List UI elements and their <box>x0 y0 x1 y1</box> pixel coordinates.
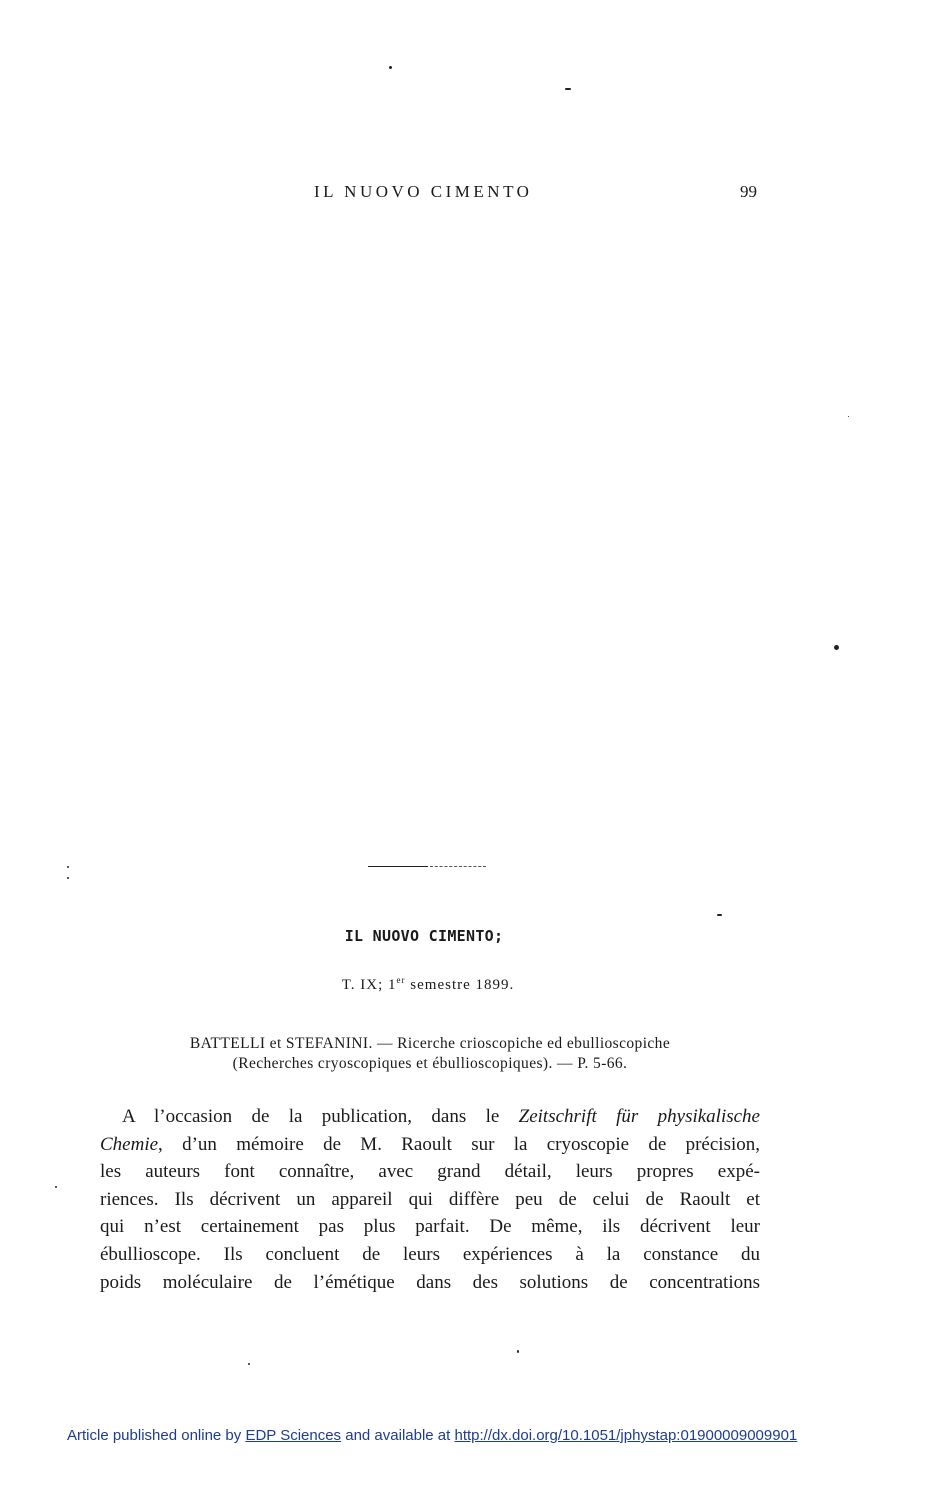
page-number: 99 <box>740 182 757 201</box>
scan-speck <box>67 866 69 868</box>
section-divider <box>368 866 428 867</box>
body-line: les auteurs font connaître, avec grand détail, leurs propres expé- <box>100 1161 760 1183</box>
body-line: poids moléculaire de l’émétique dans des solutions de concentrations <box>100 1271 760 1293</box>
body-line <box>100 1103 760 1131</box>
review-body <box>100 1103 760 1296</box>
scan-speck <box>717 914 722 916</box>
article-heading-line2: (Recherches cryoscopiques et ébullioscopiques). — P. 5-66. <box>232 1055 628 1072</box>
publication-footer <box>67 1427 797 1444</box>
body-text-run: A l’occasion de la publication, dans le <box>122 1106 519 1127</box>
scan-speck <box>848 416 849 417</box>
journal-title: IL NUOVO CIMENTO; <box>344 927 504 945</box>
running-head: IL NUOVO CIMENTO <box>314 182 533 201</box>
volume-line <box>0 975 856 994</box>
body-text-run: , d’un mémoire de M. Raoult sur la cryoscopie de précision, <box>158 1133 760 1155</box>
volume-main: T. IX; 1 <box>341 977 397 993</box>
body-italic-run: Chemie <box>100 1133 159 1155</box>
scan-speck <box>55 1186 57 1188</box>
body-line: ébullioscope. Ils concluent de leurs expériences à la constance du <box>100 1243 760 1265</box>
body-line: riences. Ils décrivent un appareil qui diffère peu de celui de Raoult et <box>100 1188 760 1210</box>
footer-middle: and available at <box>341 1427 455 1444</box>
doi-link[interactable]: http://dx.doi.org/10.1051/jphystap:01900009009901 <box>454 1427 798 1444</box>
scan-speck <box>67 877 69 879</box>
footer-prefix: Article published online by <box>67 1427 246 1444</box>
body-line: qui n’est certainement pas plus parfait. De même, ils décrivent leur <box>100 1216 760 1238</box>
volume-rest: semestre 1899. <box>405 977 515 993</box>
scan-speck <box>248 1363 250 1365</box>
section-divider-tail <box>430 866 486 867</box>
article-heading-line1: BATTELLI et STEFANINI. — Ricerche crioscopiche ed ebullioscopiche <box>189 1035 671 1052</box>
body-italic-run: Zeitschrift für physikalische <box>518 1106 760 1127</box>
body-line <box>100 1131 760 1159</box>
volume-superscript: er <box>396 975 406 985</box>
scan-speck <box>565 88 571 90</box>
scan-speck <box>389 66 392 69</box>
article-heading <box>140 1034 720 1074</box>
scan-speck <box>517 1350 519 1353</box>
edp-sciences-link[interactable]: EDP Sciences <box>245 1427 342 1444</box>
scan-speck <box>834 645 839 650</box>
